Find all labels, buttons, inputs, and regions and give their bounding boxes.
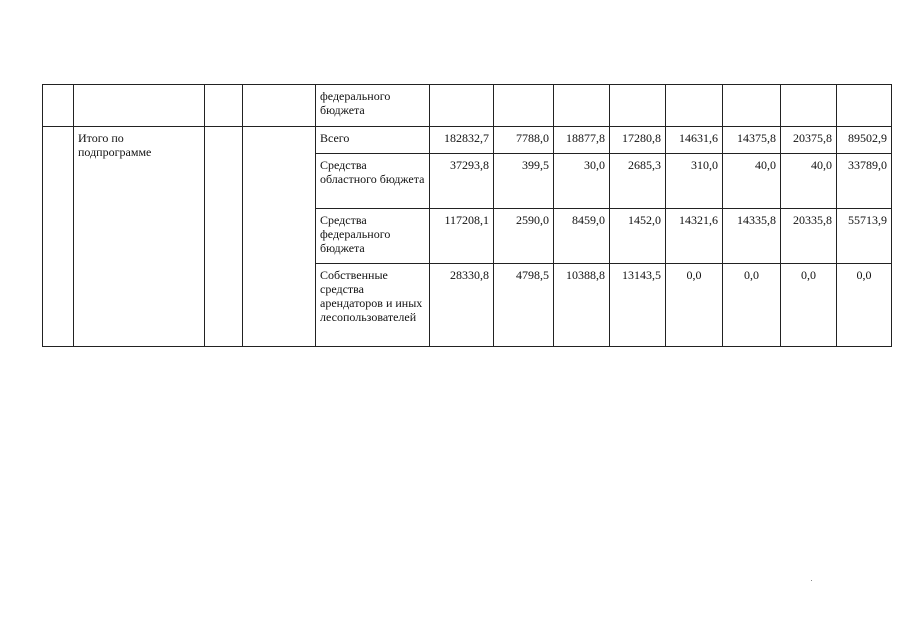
value-cell: 28330,8 bbox=[430, 264, 494, 347]
value-cell: 30,0 bbox=[554, 154, 610, 209]
funding-source-cell: федерального бюджета bbox=[316, 85, 430, 127]
value-cell: 0,0 bbox=[837, 264, 892, 347]
table-cell bbox=[430, 85, 494, 127]
value-cell: 310,0 bbox=[666, 154, 723, 209]
budget-table bbox=[42, 84, 892, 347]
table-cell bbox=[666, 85, 723, 127]
value-cell: 89502,9 bbox=[837, 127, 892, 154]
funding-source-cell: Средства областного бюджета bbox=[316, 154, 430, 209]
table-row bbox=[43, 127, 892, 154]
table-cell bbox=[554, 85, 610, 127]
table-cell bbox=[494, 85, 554, 127]
funding-source-cell: Средства федерального бюджета bbox=[316, 209, 430, 264]
value-cell: 0,0 bbox=[666, 264, 723, 347]
scan-speck bbox=[811, 580, 812, 581]
value-cell: 182832,7 bbox=[430, 127, 494, 154]
value-cell: 1452,0 bbox=[610, 209, 666, 264]
value-cell: 33789,0 bbox=[837, 154, 892, 209]
value-cell: 10388,8 bbox=[554, 264, 610, 347]
value-cell: 0,0 bbox=[781, 264, 837, 347]
value-cell: 17280,8 bbox=[610, 127, 666, 154]
value-cell: 40,0 bbox=[723, 154, 781, 209]
table-cell bbox=[205, 85, 243, 127]
subtotal-label: Итого по подпрограмме bbox=[74, 127, 205, 347]
value-cell: 8459,0 bbox=[554, 209, 610, 264]
value-cell: 399,5 bbox=[494, 154, 554, 209]
value-cell: 2590,0 bbox=[494, 209, 554, 264]
value-cell: 14631,6 bbox=[666, 127, 723, 154]
value-cell: 117208,1 bbox=[430, 209, 494, 264]
table-cell bbox=[205, 127, 243, 347]
value-cell: 14321,6 bbox=[666, 209, 723, 264]
table-cell bbox=[43, 85, 74, 127]
value-cell: 4798,5 bbox=[494, 264, 554, 347]
value-cell: 7788,0 bbox=[494, 127, 554, 154]
funding-source-cell: Всего bbox=[316, 127, 430, 154]
table-cell bbox=[243, 85, 316, 127]
table-cell bbox=[610, 85, 666, 127]
value-cell: 2685,3 bbox=[610, 154, 666, 209]
table-cell bbox=[74, 85, 205, 127]
value-cell: 13143,5 bbox=[610, 264, 666, 347]
value-cell: 37293,8 bbox=[430, 154, 494, 209]
value-cell: 20335,8 bbox=[781, 209, 837, 264]
table-cell bbox=[243, 127, 316, 347]
table-cell bbox=[837, 85, 892, 127]
value-cell: 14375,8 bbox=[723, 127, 781, 154]
table-cell bbox=[723, 85, 781, 127]
value-cell: 55713,9 bbox=[837, 209, 892, 264]
value-cell: 20375,8 bbox=[781, 127, 837, 154]
table-row bbox=[43, 85, 892, 127]
table-cell bbox=[781, 85, 837, 127]
value-cell: 18877,8 bbox=[554, 127, 610, 154]
funding-source-cell: Собственные средства арендаторов и иных лесопользователей bbox=[316, 264, 430, 347]
value-cell: 40,0 bbox=[781, 154, 837, 209]
value-cell: 0,0 bbox=[723, 264, 781, 347]
table-cell bbox=[43, 127, 74, 347]
value-cell: 14335,8 bbox=[723, 209, 781, 264]
